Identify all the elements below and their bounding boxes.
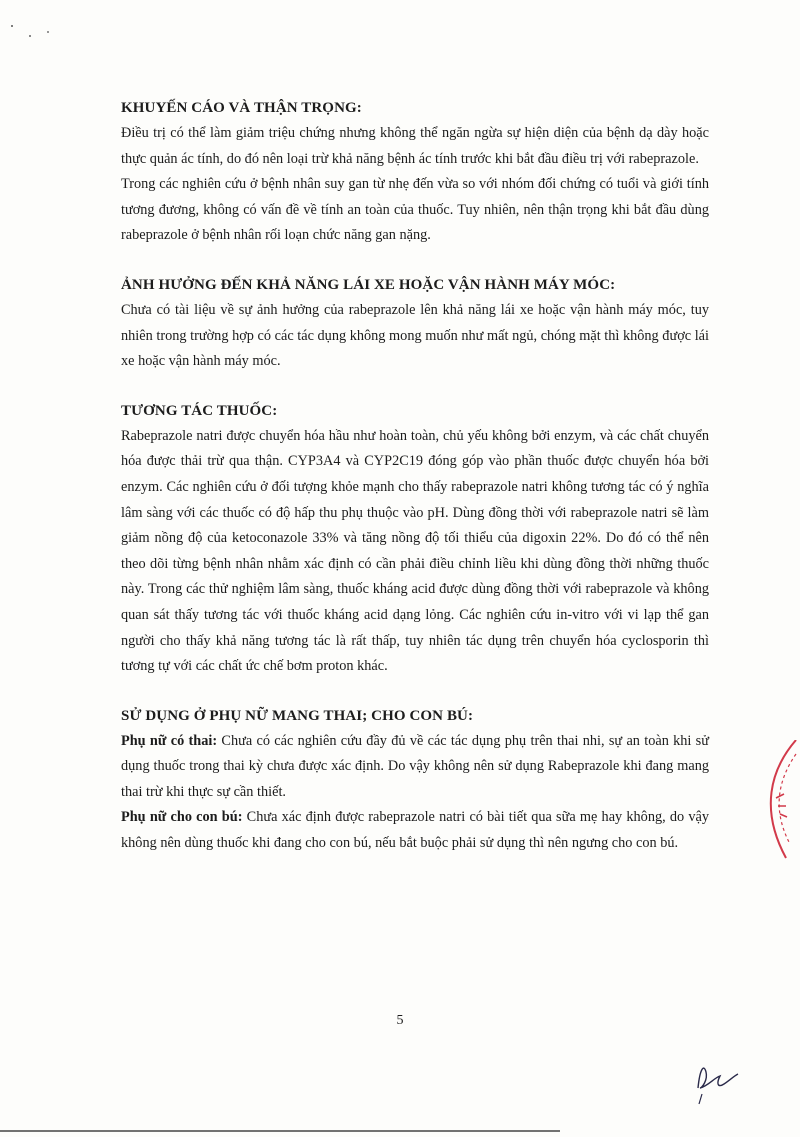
section-interactions: [121, 399, 709, 680]
term-label: Phụ nữ cho con bú:: [121, 809, 243, 826]
handwritten-initials: [690, 1058, 750, 1108]
lactation-paragraph: [121, 805, 709, 856]
term-text: Chưa có các nghiên cứu đầy đủ về các tác dụng phụ trên thai nhi, sự an toàn khi sử dụng thuốc trong thai kỳ chưa được xác định. Do vậy không nên sử dụng Rabeprazole khi đang mang thai trừ khi thực sự cần thiết.: [121, 732, 709, 800]
section-warnings: [121, 96, 709, 249]
section-heading: KHUYẾN CÁO VÀ THẬN TRỌNG:: [121, 100, 362, 116]
paragraph: Trong các nghiên cứu ở bệnh nhân suy gan từ nhẹ đến vừa so với nhóm đối chứng có tuổi và giới tính tương đương, không có vấn đề về tính an toàn của thuốc. Tuy nhiên, nên thận trọng khi bắt đầu dùng rabeprazole ở bệnh nhân rối loạn chức năng gan nặng.: [121, 176, 709, 244]
section-pregnancy-lactation: [121, 704, 709, 857]
term-text: Chưa xác định được rabeprazole natri có bài tiết qua sữa mẹ hay không, do vậy không nên dùng thuốc khi đang cho con bú, nếu bắt buộc phải sử dụng thì nên ngưng cho con bú.: [121, 809, 709, 852]
term-label: Phụ nữ có thai:: [121, 732, 218, 749]
section-heading: TƯƠNG TÁC THUỐC:: [121, 402, 278, 419]
section-driving: [121, 273, 709, 375]
paragraph: Chưa có tài liệu về sự ảnh hưởng của rabeprazole lên khả năng lái xe hoặc vận hành máy móc, tuy nhiên trong trường hợp có các tác dụng không mong muốn như mất ngủ, chóng mặt thì không được lái xe hoặc vận hành máy móc.: [121, 301, 709, 370]
paragraph: Điều trị có thể làm giảm triệu chứng nhưng không thể ngăn ngừa sự hiện diện của bệnh dạ dày hoặc thực quản ác tính, do đó nên loại trừ khả năng bệnh ác tính trước khi bắt đầu điều trị với rabeprazole.: [121, 125, 709, 167]
scan-specks: [8, 22, 68, 52]
pregnancy-paragraph: [121, 729, 709, 806]
section-heading: SỬ DỤNG Ở PHỤ NỮ MANG THAI; CHO CON BÚ:: [121, 707, 474, 724]
document-body: [121, 96, 709, 857]
paragraph: Rabeprazole natri được chuyển hóa hầu như hoàn toàn, chủ yếu không bởi enzym, và các chất chuyển hóa được thải trừ qua thận. CYP3A4 và CYP2C19 đóng góp vào phần thuốc được chuyển hóa bởi enzym. Các nghiên cứu ở đối tượng khỏe mạnh cho thấy rabeprazole natri không tương tác có ý nghĩa lâm sàng với các thuốc có độ hấp thu phụ thuộc vào pH. Dùng đồng thời với rabeprazole natri sẽ làm giảm nồng độ của ketoconazole 33% và tăng nồng độ tối thiểu của digoxin 22%. Do đó có thể nên theo dõi từng bệnh nhân nhằm xác định có cần phải điều chỉnh liều khi dùng đồng thời những thuốc này. Trong các thử nghiệm lâm sàng, thuốc kháng acid được dùng đồng thời với rabeprazole và không quan sát thấy tương tác với thuốc kháng acid dạng lỏng. Các nghiên cứu in-vitro với vi lạp thể gan người cho thấy khả năng tương tác là rất thấp, tuy nhiên tác dụng trên chuyển hóa cyclosporin thì tương tự với các chất ức chế bơm proton khác.: [121, 427, 709, 675]
page-number: 5: [396, 1013, 404, 1028]
red-stamp-edge: [756, 740, 800, 860]
scan-bottom-edge: [0, 1128, 800, 1134]
section-heading: ẢNH HƯỞNG ĐẾN KHẢ NĂNG LÁI XE HOẶC VẬN HÀNH MÁY MÓC:: [121, 276, 616, 293]
